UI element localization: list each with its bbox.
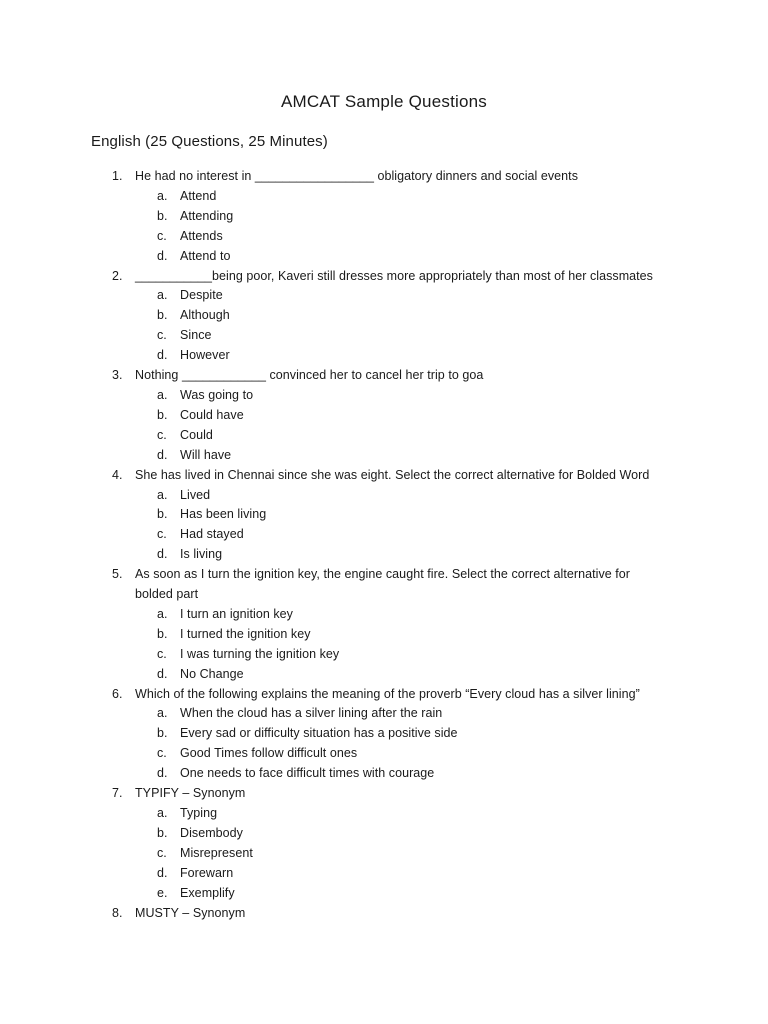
option-letter: b. [157,407,168,422]
option-text: I turn an ignition key [180,606,293,621]
question-number: 1. [112,169,123,183]
option-letter: a. [157,188,168,203]
option-letter: a. [157,487,168,502]
answer-options [0,386,768,466]
answer-option [0,286,768,306]
question-item [0,784,768,903]
answer-option [0,187,768,207]
answer-option [0,525,768,545]
page-title: AMCAT Sample Questions [281,92,487,111]
option-letter: d. [157,865,168,880]
option-text: Attend to [180,248,231,263]
option-letter: d. [157,447,168,462]
option-letter: a. [157,806,168,820]
option-letter: d. [157,666,168,681]
option-text: One needs to face difficult times with courage [180,766,435,781]
option-text: Was going to [180,387,254,402]
question-text: As soon as I turn the ignition key, the engine caught fire. Select the correct alternative for bolded part [135,567,631,602]
option-letter: c. [157,527,167,542]
question-item [0,366,768,466]
answer-option [0,446,768,466]
option-text: I was turning the ignition key [180,646,340,661]
question-number: 6. [112,686,123,701]
question-text: Nothing ____________ convinced her to cancel her trip to goa [135,368,484,383]
question-number: 7. [112,786,123,801]
question-number: 2. [112,268,123,283]
option-letter: c. [157,646,167,661]
answer-option [0,625,768,645]
question-item [0,466,768,566]
answer-option [0,227,768,247]
option-letter: c. [157,228,167,243]
option-text: When the cloud has a silver lining after the rain [180,706,443,721]
answer-option [0,744,768,764]
answer-option [0,207,768,227]
option-letter: b. [157,308,168,323]
option-letter: b. [157,507,168,522]
answer-option [0,346,768,366]
answer-options [0,286,768,366]
question-item [0,267,768,367]
question-item [0,904,768,924]
question-text: He had no interest in _________________ obligatory dinners and social events [135,169,579,183]
option-text: Will have [180,447,232,462]
question-number: 8. [112,905,123,920]
answer-option [0,386,768,406]
question-item [0,167,768,267]
option-letter: d. [157,248,168,263]
answer-option [0,645,768,665]
answer-options [0,804,768,904]
answer-option [0,426,768,446]
answer-options [0,704,768,784]
option-letter: d. [157,348,168,363]
option-text: I turned the ignition key [180,626,311,641]
answer-option [0,724,768,744]
question-text: Which of the following explains the meaning of the proverb “Every cloud has a silver lining” [135,686,640,701]
answer-options [0,605,768,685]
question-list [0,167,768,923]
option-letter: d. [157,766,168,781]
option-text: Is living [180,547,223,562]
question-text: TYPIFY – Synonym [135,786,246,801]
option-letter: b. [157,208,168,223]
option-letter: c. [157,845,167,860]
option-letter: c. [157,427,167,442]
answer-option [0,844,768,864]
answer-option [0,704,768,724]
option-text: Forewarn [180,865,234,880]
option-text: Attending [180,208,234,223]
question-item [0,565,768,684]
option-text: Despite [180,288,223,303]
option-text: Good Times follow difficult ones [180,746,358,761]
question-text: She has lived in Chennai since she was eight. Select the correct alternative for Bolded Word [135,467,650,482]
answer-options [0,187,768,267]
answer-option [0,306,768,326]
answer-option [0,545,768,565]
question-text: MUSTY – Synonym [135,905,246,920]
answer-options [0,486,768,566]
section-heading: English (25 Questions, 25 Minutes) [91,133,328,150]
option-letter: a. [157,606,168,621]
option-letter: e. [157,885,168,900]
answer-option [0,505,768,525]
option-text: Disembody [180,825,243,840]
option-letter: d. [157,547,168,562]
option-text: Every sad or difficulty situation has a positive side [180,726,458,741]
answer-option [0,665,768,685]
answer-option [0,605,768,625]
option-text: Attends [180,228,223,243]
option-letter: c. [157,746,167,761]
option-letter: c. [157,328,167,343]
option-text: Misrepresent [180,845,253,860]
answer-option [0,884,768,904]
option-text: Has been living [180,507,267,522]
option-letter: b. [157,726,168,741]
option-text: No Change [180,666,244,681]
option-text: Had stayed [180,527,244,542]
answer-option [0,406,768,426]
question-text: ___________being poor, Kaveri still dresses more appropriately than most of her classmates [135,268,653,283]
question-number: 4. [112,467,123,482]
question-number: 3. [112,368,123,383]
option-letter: a. [157,706,168,721]
question-item [0,685,768,785]
option-text: Although [180,308,230,323]
answer-option [0,804,768,824]
answer-option [0,864,768,884]
option-text: Could have [180,407,244,422]
option-text: Could [180,427,213,442]
answer-option [0,247,768,267]
option-text: Since [180,328,212,343]
option-letter: b. [157,626,168,641]
option-text: Exemplify [180,885,235,900]
answer-option [0,764,768,784]
option-letter: a. [157,288,168,303]
option-text: However [180,348,230,363]
option-text: Attend [180,188,217,203]
answer-option [0,824,768,844]
option-text: Typing [180,806,218,820]
answer-option [0,326,768,346]
option-letter: b. [157,825,168,840]
question-number: 5. [112,567,123,582]
answer-option [0,486,768,506]
option-text: Lived [180,487,211,502]
option-letter: a. [157,387,168,402]
